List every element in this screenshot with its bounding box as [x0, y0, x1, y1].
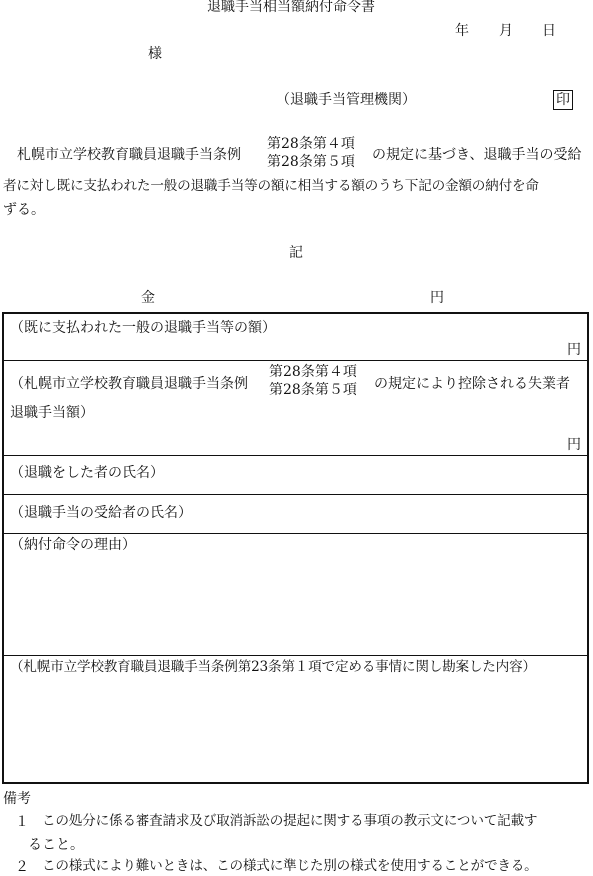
- deduction-prefix: （札幌市立学校教育職員退職手当条例: [10, 376, 248, 392]
- note-1-number: １: [15, 814, 29, 830]
- note-1-line2: ること。: [28, 837, 84, 853]
- document-title: 退職手当相当額納付命令書: [207, 0, 375, 15]
- body-article-4: 第28条第４項: [267, 136, 355, 152]
- note-1-line1: この処分に係る審査請求及び取消訴訟の提起に関する事項の教示文について記載す: [42, 813, 538, 829]
- note-2-number: ２: [15, 859, 29, 875]
- seal-mark: 印: [553, 90, 573, 110]
- deduction-article-5: 第28条第５項: [269, 382, 357, 398]
- date-year: 年: [455, 23, 469, 39]
- amount-label: 金: [141, 290, 155, 306]
- note-2-text: この様式により難いときは、この様式に準じた別の様式を使用することができる。: [42, 858, 538, 874]
- details-table: [2, 312, 589, 784]
- body-article-5: 第28条第５項: [267, 154, 355, 170]
- body-ordinance: 札幌市立学校教育職員退職手当条例: [17, 147, 241, 163]
- date-month: 月: [499, 23, 513, 39]
- amount-unit: 円: [430, 290, 444, 306]
- retiree-name-label: （退職をした者の氏名）: [10, 465, 164, 481]
- body-line3: ずる。: [3, 202, 45, 218]
- notes-heading: 備考: [3, 791, 31, 807]
- paid-amount-unit: 円: [567, 342, 581, 358]
- deduction-article-4: 第28条第４項: [269, 364, 357, 380]
- issuer-label: （退職手当管理機関）: [276, 92, 416, 108]
- row-divider: [4, 655, 587, 656]
- addressee-suffix: 様: [148, 46, 162, 62]
- row-divider: [4, 494, 587, 495]
- deduction-line2: 退職手当額）: [10, 405, 94, 421]
- date-day: 日: [542, 23, 556, 39]
- recipient-name-label: （退職手当の受給者の氏名）: [10, 505, 192, 521]
- deduction-suffix: の規定により控除される失業者: [374, 376, 570, 392]
- body-line1-rest: の規定に基づき、退職手当の受給: [372, 147, 582, 163]
- ki-label: 記: [289, 245, 303, 261]
- order-reason-label: （納付命令の理由）: [10, 537, 136, 553]
- considered-matters-label: （札幌市立学校教育職員退職手当条例第23条第１項で定める事情に関し勘案した内容）: [10, 659, 536, 675]
- deduction-unit: 円: [567, 437, 581, 453]
- row-divider: [4, 533, 587, 534]
- paid-amount-label: （既に支払われた一般の退職手当等の額）: [10, 320, 276, 336]
- row-divider: [4, 455, 587, 456]
- body-line2: 者に対し既に支払われた一般の退職手当等の額に相当する額のうち下記の金額の納付を命: [3, 178, 539, 194]
- row-divider: [4, 360, 587, 361]
